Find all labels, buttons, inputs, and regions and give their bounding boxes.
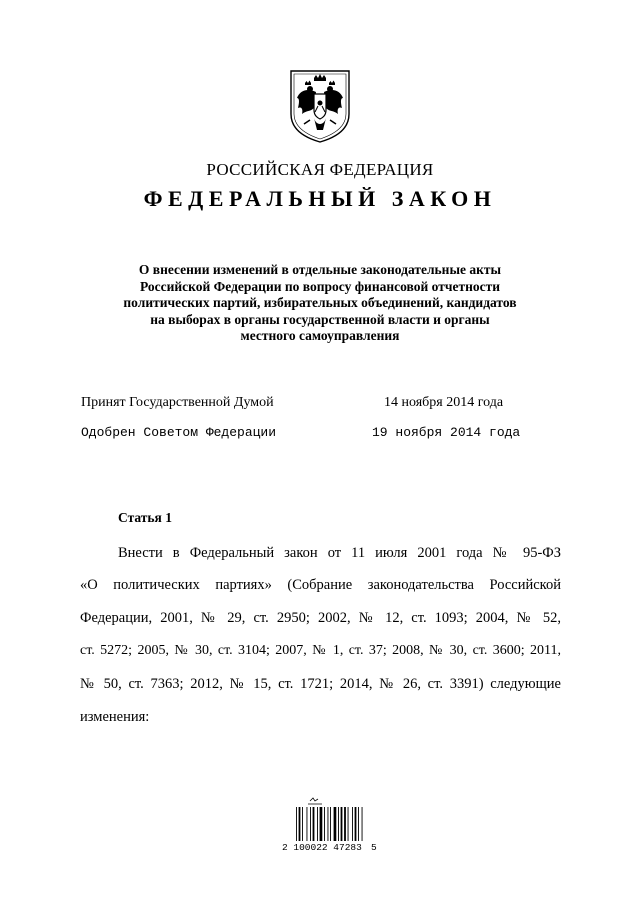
- article-text-line: изменения:: [80, 709, 150, 725]
- barcode-digits: 2 100022 47283: [282, 842, 362, 853]
- article-text-line: № 50, ст. 7363; 2012, № 15, ст. 1721; 2014, № 26, ст. 3391) следующие: [80, 676, 561, 692]
- law-title-line: О внесении изменений в отдельные законодательные акты: [138, 262, 502, 277]
- duma-adoption-label: Принят Государственной Думой: [81, 395, 274, 410]
- coat-of-arms-emblem: [288, 68, 352, 144]
- law-type-heading: ФЕДЕРАЛЬНЫЙ ЗАКОН: [143, 186, 497, 211]
- article-heading: Статья 1: [118, 510, 172, 525]
- council-approval-date: 19 ноября 2014 года: [372, 425, 521, 440]
- law-title-line: Российской Федерации по вопросу финансовой отчетности: [139, 278, 501, 294]
- law-title-line: местного самоуправления: [240, 328, 400, 344]
- article-text-line: «О политических партиях» (Собрание законодательства Российской: [80, 577, 561, 593]
- duma-adoption-date: 14 ноября 2014 года: [384, 395, 504, 410]
- council-approval-label: Одобрен Советом Федерации: [81, 425, 277, 440]
- barcode-check-digit: 5: [371, 842, 377, 853]
- country-name: РОССИЙСКАЯ ФЕДЕРАЦИЯ: [206, 160, 434, 179]
- law-title: [90, 262, 550, 345]
- article-text-line: Федерации, 2001, № 29, ст. 2950; 2002, № 12, ст. 1093; 2004, № 52,: [80, 610, 561, 626]
- law-title-line: политических партий, избирательных объединений, кандидатов: [123, 295, 517, 311]
- law-title-line: на выборах в органы государственной власти и органы: [150, 311, 490, 327]
- article-text-line: ст. 5272; 2005, № 30, ст. 3104; 2007, № 1, ст. 37; 2008, № 30, ст. 3600; 2011,: [80, 643, 561, 658]
- article-text-line: Внести в Федеральный закон от 11 июля 2001 года № 95-ФЗ: [118, 545, 561, 561]
